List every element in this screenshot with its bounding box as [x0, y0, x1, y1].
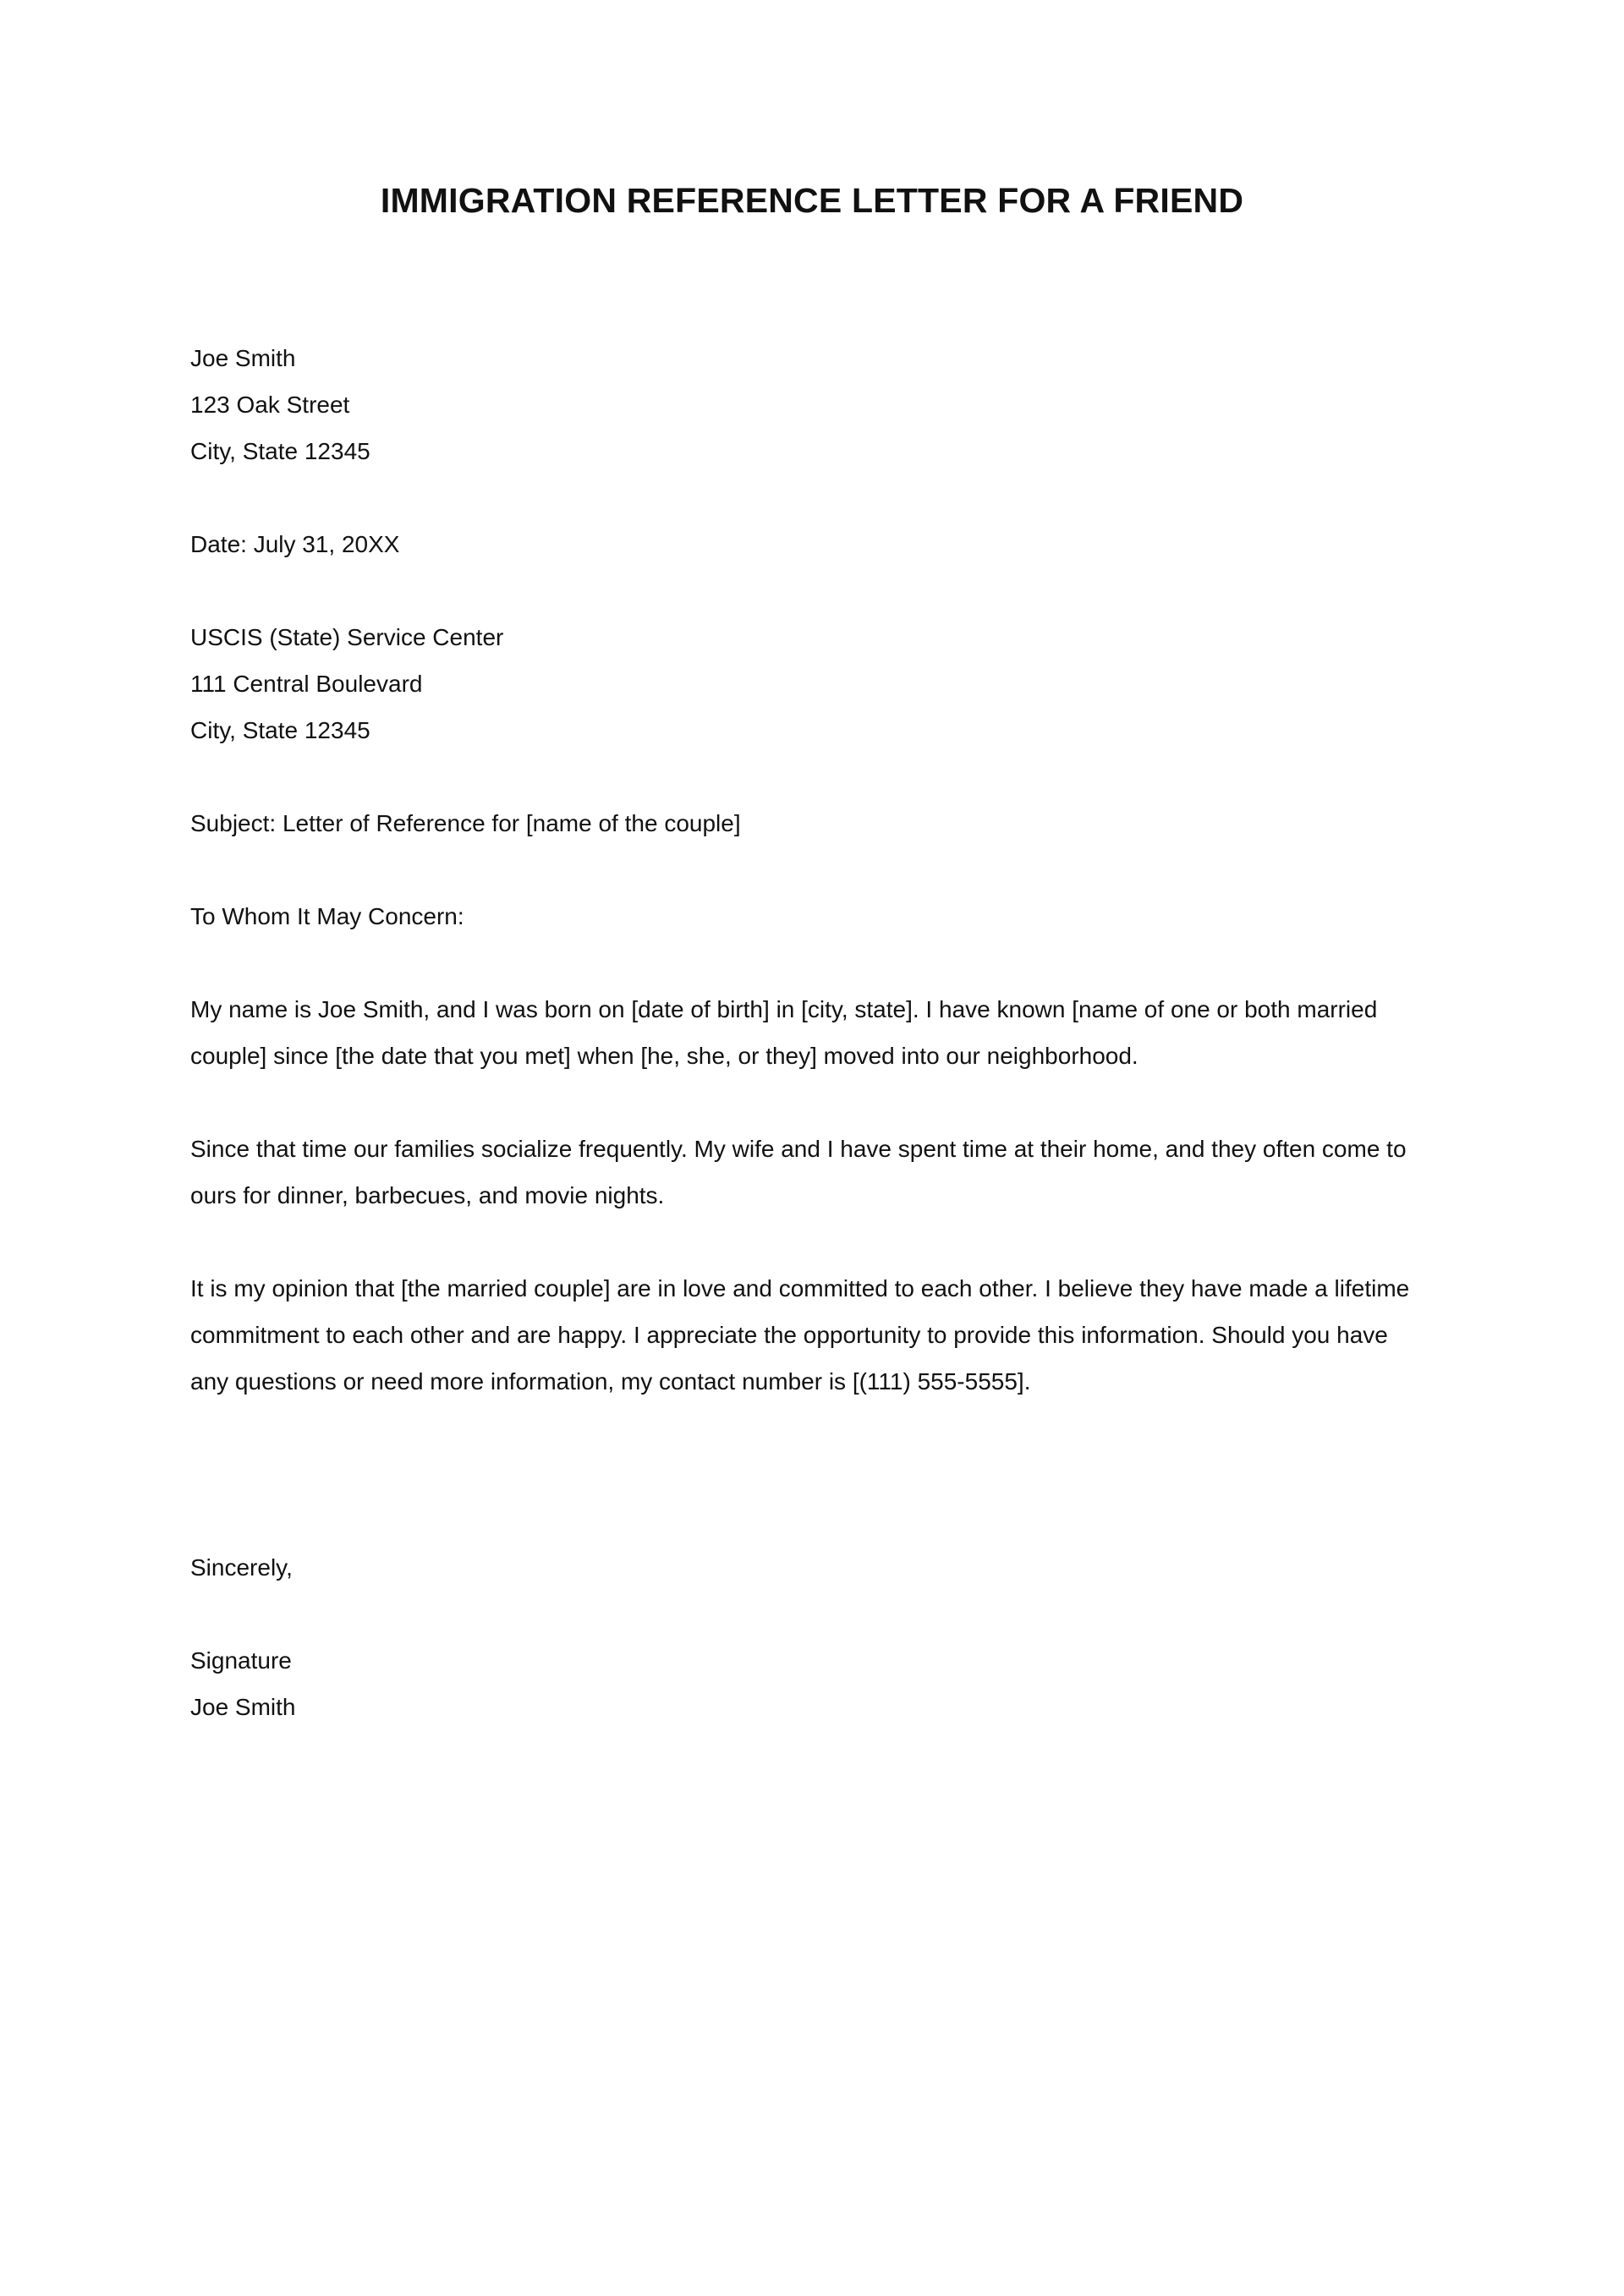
recipient-street: 111 Central Boulevard [190, 671, 423, 697]
signer-name: Joe Smith [190, 1694, 296, 1720]
salutation-block [190, 893, 1432, 940]
signature-block [190, 1637, 1432, 1730]
closing-spacer [190, 1451, 1432, 1544]
subject-line: Subject: Letter of Reference for [name of the couple] [190, 810, 741, 836]
valediction-block [190, 1544, 1432, 1591]
page-title: IMMIGRATION REFERENCE LETTER FOR A FRIEND [380, 181, 1244, 221]
date-block [190, 521, 1432, 567]
salutation: To Whom It May Concern: [190, 903, 464, 929]
body-paragraph-2: Since that time our families socialize frequently. My wife and I have spent time at their home, and they often come to ours for dinner, barbecues, and movie nights. [190, 1136, 1407, 1208]
sender-name: Joe Smith [190, 345, 296, 371]
date-line: Date: July 31, 20XX [190, 531, 400, 557]
sender-address-block [190, 335, 1432, 474]
valediction: Sincerely, [190, 1554, 293, 1581]
letter-body [190, 335, 1432, 1730]
body-paragraph-1: My name is Joe Smith, and I was born on [date of birth] in [city, state]. I have known [name of one or both married couple] since [the date that you met] when [he, she, or they] moved into our neighborhood. [190, 996, 1378, 1069]
signature-label: Signature [190, 1647, 292, 1674]
body-paragraph-3: It is my opinion that [the married couple] are in love and committed to each other. I believe they have made a lifetime commitment to each other and are happy. I appreciate the opportunity to provide this information. Should you have any questions or need more information, my contact number is [(111) 555-5555]. [190, 1275, 1410, 1395]
recipient-city-state-zip: City, State 12345 [190, 717, 370, 743]
subject-block [190, 800, 1432, 847]
sender-street: 123 Oak Street [190, 392, 350, 418]
recipient-address-block [190, 614, 1432, 753]
recipient-organization: USCIS (State) Service Center [190, 624, 504, 650]
sender-city-state-zip: City, State 12345 [190, 438, 370, 464]
